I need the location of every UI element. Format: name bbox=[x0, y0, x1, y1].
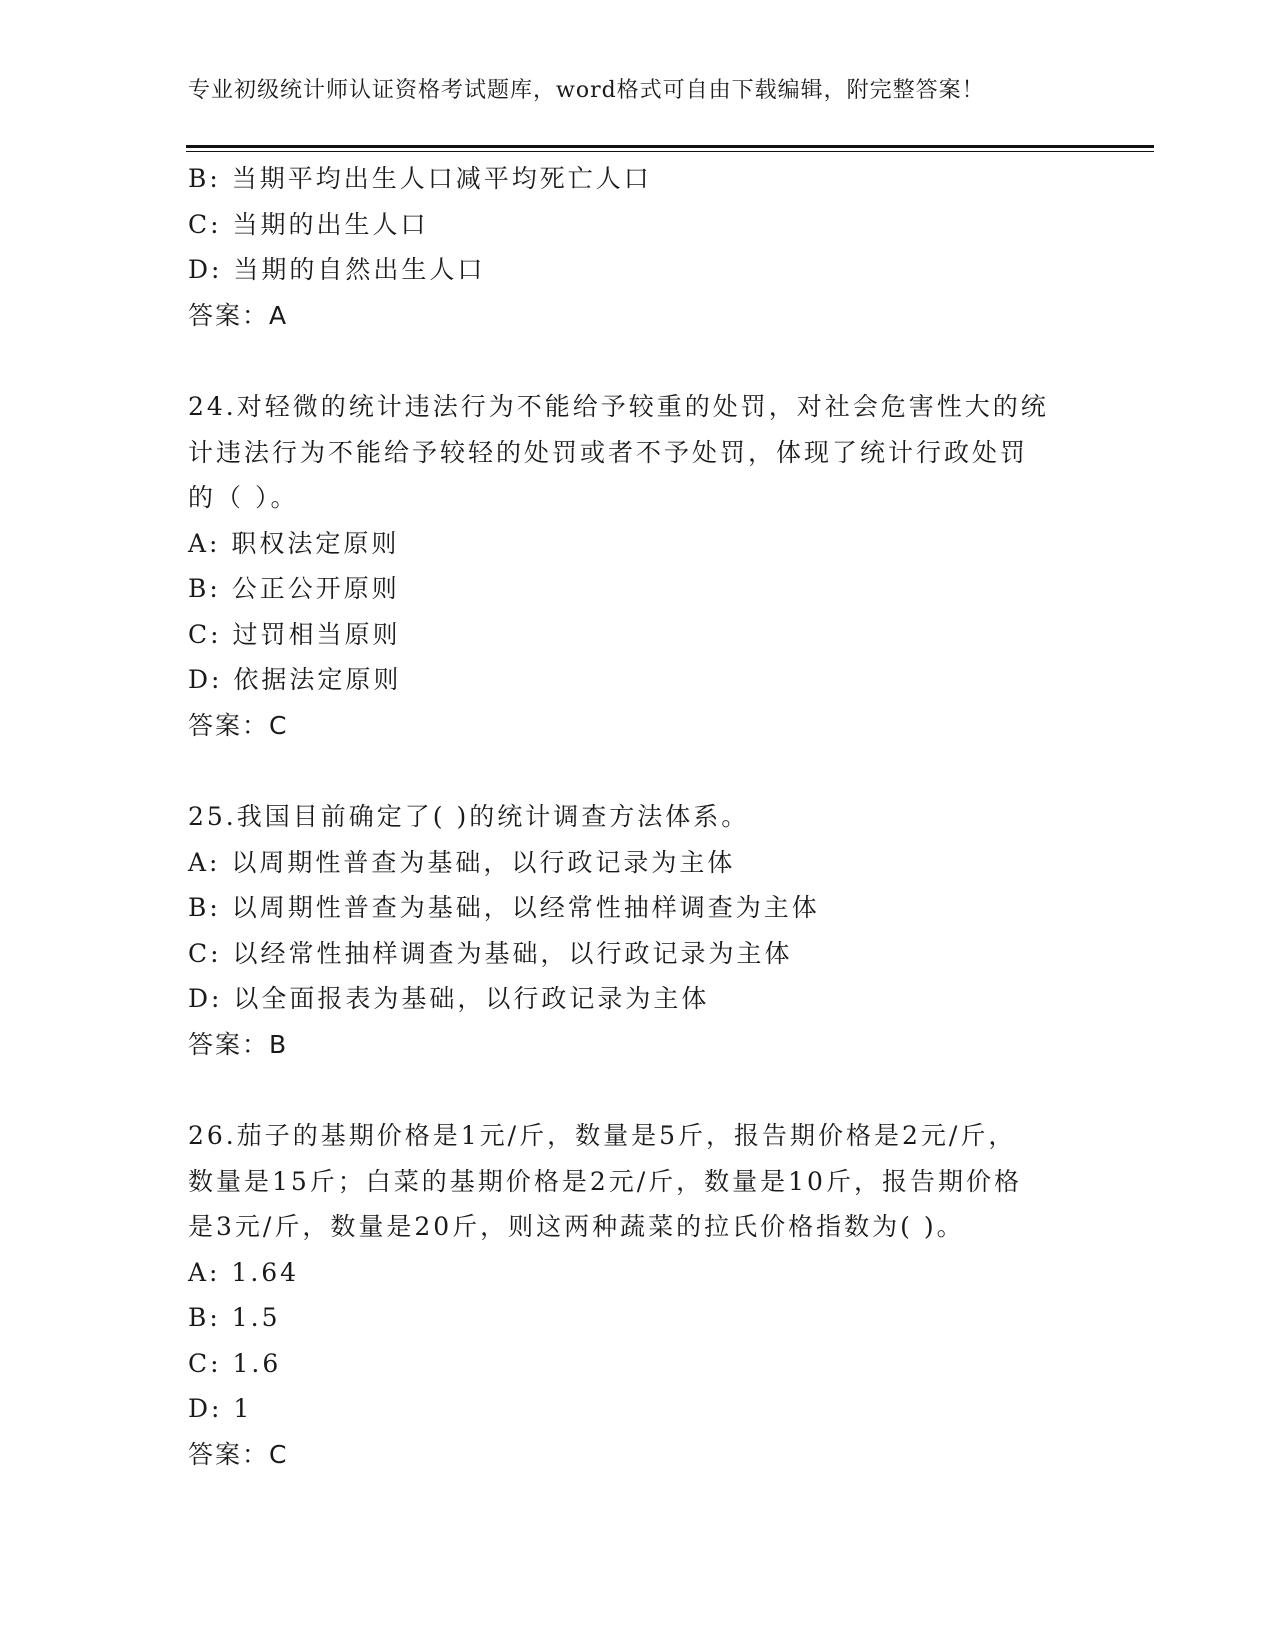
option-a: A: 职权法定原则 bbox=[188, 528, 400, 558]
option-b: B: 1.5 bbox=[188, 1303, 281, 1332]
spacer bbox=[188, 1067, 1088, 1113]
question-stem-line: 数量是15斤；白菜的基期价格是2元/斤，数量是10斤，报告期价格 bbox=[188, 1166, 1022, 1196]
option-b: B: 以周期性普查为基础，以经常性抽样调查为主体 bbox=[188, 893, 820, 922]
question-stem-line: 是3元/斤，数量是20斤，则这两种蔬菜的拉氏价格指数为( )。 bbox=[188, 1212, 965, 1241]
option-b: B: 公正公开原则 bbox=[188, 574, 400, 603]
question-stem-line: 24.对轻微的统计违法行为不能给予较重的处罚，对社会危害性大的统 bbox=[188, 392, 1049, 421]
option-d: D: 当期的自然出生人口 bbox=[188, 255, 486, 284]
header-rule-thin bbox=[186, 151, 1154, 152]
question-25 bbox=[188, 794, 1088, 1067]
spacer bbox=[188, 748, 1088, 794]
question-stem-line: 的（ ）。 bbox=[188, 483, 299, 512]
question-26 bbox=[188, 1113, 1088, 1477]
option-c: C: 过罚相当原则 bbox=[188, 619, 401, 649]
question-stem-line: 25.我国目前确定了( )的统计调查方法体系。 bbox=[188, 802, 750, 831]
option-c: C: 以经常性抽样调查为基础，以行政记录为主体 bbox=[188, 938, 793, 968]
answer: 答案：C bbox=[188, 1439, 289, 1469]
option-c: C: 当期的出生人口 bbox=[188, 209, 429, 239]
question-23-continuation bbox=[188, 156, 1088, 338]
option-b: B: 当期平均出生人口减平均死亡人口 bbox=[188, 164, 652, 193]
option-d: D: 以全面报表为基础，以行政记录为主体 bbox=[188, 984, 710, 1013]
question-stem-line: 计违法行为不能给予较轻的处罚或者不予处罚，体现了统计行政处罚 bbox=[188, 437, 1029, 467]
option-a: A: 以周期性普查为基础，以行政记录为主体 bbox=[188, 847, 736, 877]
question-content bbox=[188, 156, 1088, 1477]
header-rule-thick bbox=[186, 145, 1154, 148]
question-24 bbox=[188, 384, 1088, 748]
spacer bbox=[188, 338, 1088, 384]
option-d: D: 1 bbox=[188, 1394, 253, 1423]
answer: 答案：B bbox=[188, 1029, 289, 1059]
answer: 答案：C bbox=[188, 710, 289, 740]
option-c: C: 1.6 bbox=[188, 1348, 282, 1378]
option-a: A: 1.64 bbox=[188, 1257, 300, 1287]
answer: 答案：A bbox=[188, 300, 289, 330]
question-stem-line: 26.茄子的基期价格是1元/斤，数量是5斤，报告期价格是2元/斤， bbox=[188, 1121, 1017, 1150]
header-text: 专业初级统计师认证资格考试题库，word格式可自由下载编辑，附完整答案！ bbox=[188, 78, 985, 103]
option-d: D: 依据法定原则 bbox=[188, 665, 402, 694]
